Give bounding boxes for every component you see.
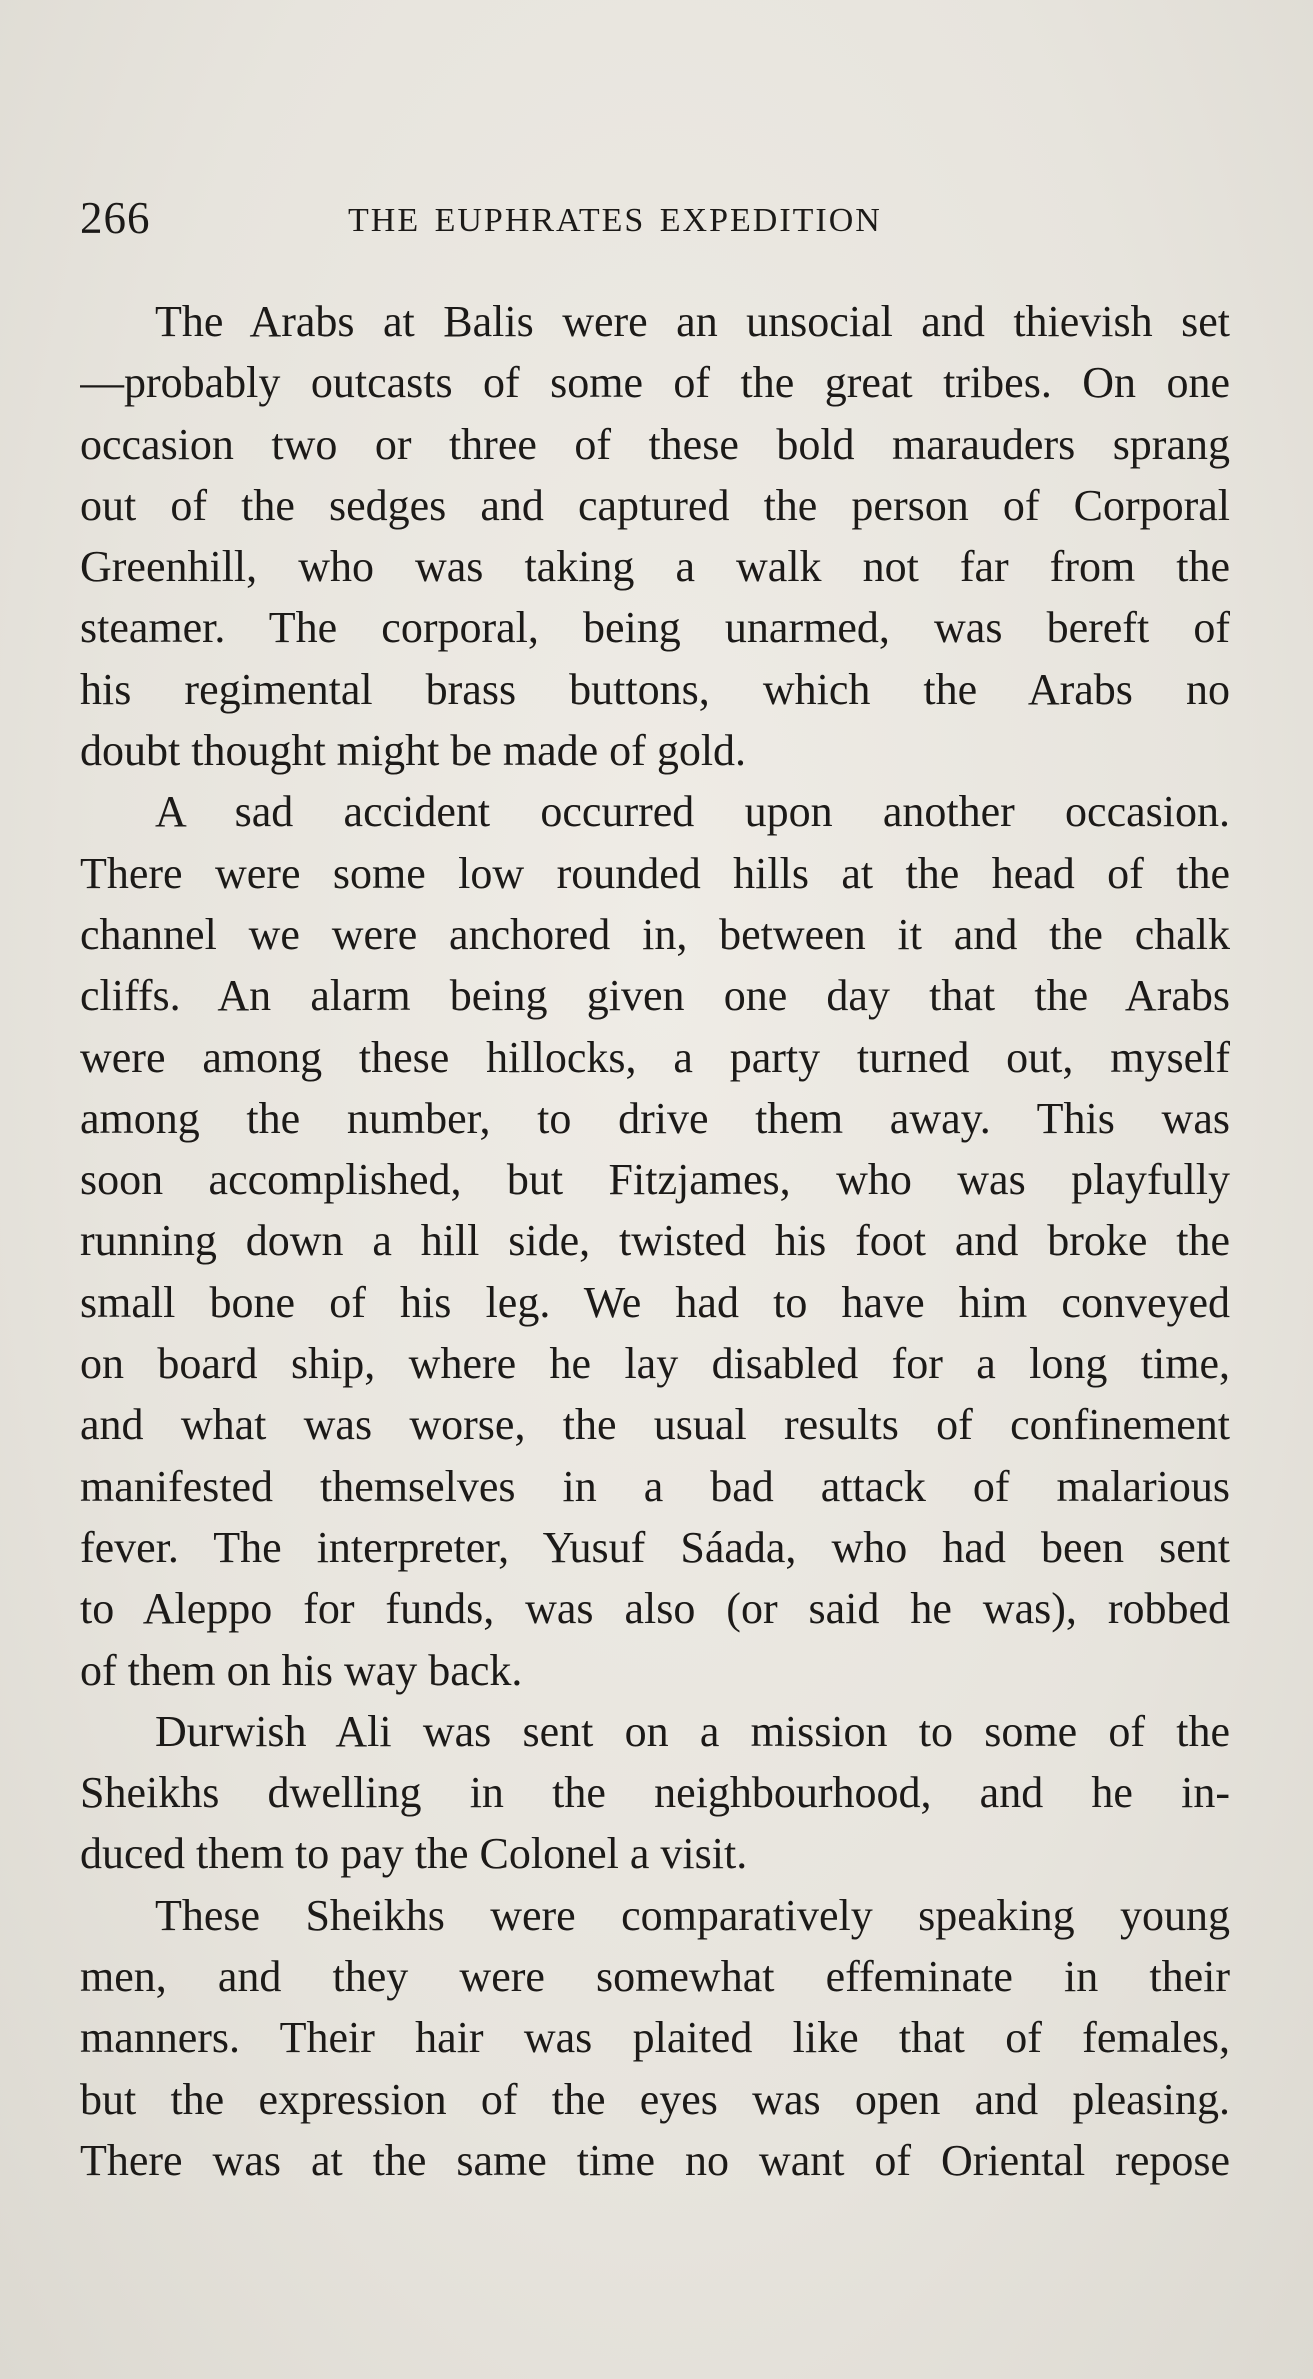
text-line: soon accomplished, but Fitzjames, who was playfully [80, 1155, 1230, 1205]
text-line: steamer. The corporal, being unarmed, was bereft of [80, 603, 1230, 653]
text-line: A sad accident occurred upon another occasion. [155, 787, 1230, 837]
text-line: were among these hillocks, a party turned out, myself [80, 1032, 1230, 1082]
text-line: duced them to pay the Colonel a visit. [80, 1829, 748, 1879]
page-number: 266 [80, 193, 151, 243]
text-line: on board ship, where he lay disabled for a long time, [80, 1339, 1230, 1389]
text-line: his regimental brass buttons, which the Arabs no [80, 664, 1230, 714]
text-line: running down a hill side, twisted his foot and broke the [80, 1216, 1230, 1266]
text-line: occasion two or three of these bold marauders sprang [80, 419, 1230, 469]
text-line: among the number, to drive them away. This was [80, 1093, 1230, 1143]
text-line: men, and they were somewhat effeminate in their [80, 1952, 1230, 2002]
text-line: doubt thought might be made of gold. [80, 726, 747, 776]
running-head: THE EUPHRATES EXPEDITION [348, 202, 882, 239]
text-line: of them on his way back. [80, 1645, 523, 1695]
text-line: small bone of his leg. We had to have him conveyed [80, 1277, 1230, 1327]
text-line: manifested themselves in a bad attack of malarious [80, 1461, 1230, 1511]
text-line: to Aleppo for funds, was also (or said he was), robbed [80, 1584, 1230, 1634]
text-line: There were some low rounded hills at the head of the [80, 848, 1230, 898]
text-line: There was at the same time no want of Oriental repose [80, 2135, 1230, 2185]
text-line: cliffs. An alarm being given one day that the Arabs [80, 971, 1230, 1021]
text-line: but the expression of the eyes was open and pleasing. [80, 2074, 1230, 2124]
text-line: Sheikhs dwelling in the neighbourhood, and he in- [80, 1768, 1230, 1818]
text-line: and what was worse, the usual results of confinement [80, 1400, 1230, 1450]
text-line: Greenhill, who was taking a walk not far from the [80, 542, 1230, 592]
text-line: These Sheikhs were comparatively speaking young [155, 1890, 1230, 1940]
text-line: fever. The interpreter, Yusuf Sáada, who had been sent [80, 1522, 1230, 1572]
text-line: The Arabs at Balis were an unsocial and thievish set [155, 297, 1230, 346]
text-line: out of the sedges and captured the person of Corporal [80, 480, 1230, 530]
text-line: manners. Their hair was plaited like that of females, [80, 2013, 1230, 2063]
body-text [80, 291, 1230, 2191]
text-line: Durwish Ali was sent on a mission to some of the [155, 1706, 1230, 1756]
page-header [80, 192, 1230, 252]
text-line: —probably outcasts of some of the great tribes. On one [80, 358, 1230, 408]
text-line: channel we were anchored in, between it and the chalk [80, 909, 1230, 959]
